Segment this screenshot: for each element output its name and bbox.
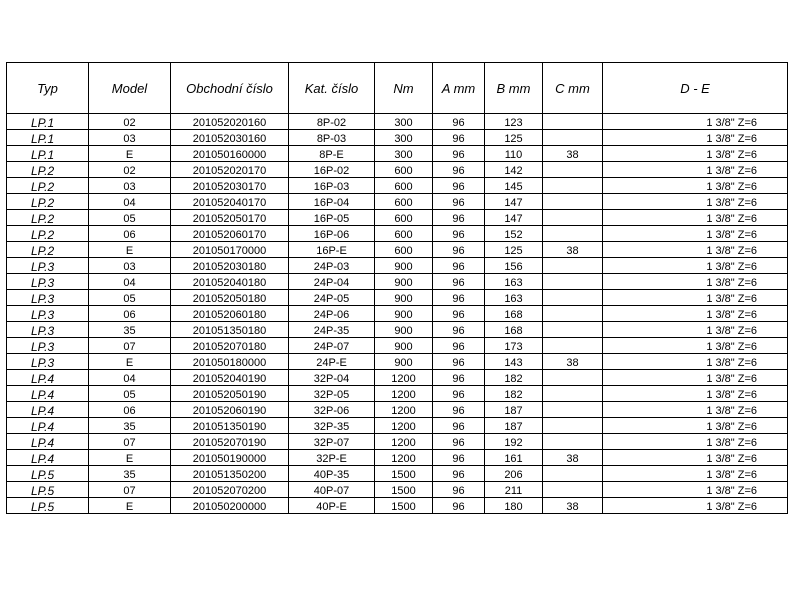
spec-table [6, 62, 788, 514]
cell-a-mm: 96 [433, 290, 485, 306]
table-row [7, 306, 788, 322]
cell-obchodni-cislo: 201050200000 [171, 498, 289, 514]
cell-model: E [89, 146, 171, 162]
cell-typ: LP.1 [7, 130, 89, 146]
cell-a-mm: 96 [433, 146, 485, 162]
cell-typ: LP.2 [7, 210, 89, 226]
cell-kat-cislo: 8P-03 [289, 130, 375, 146]
cell-kat-cislo: 24P-05 [289, 290, 375, 306]
table-row [7, 274, 788, 290]
cell-d-e: 1 3/8" Z=6 [603, 338, 788, 354]
cell-obchodni-cislo: 201052030180 [171, 258, 289, 274]
table-row [7, 370, 788, 386]
cell-kat-cislo: 32P-E [289, 450, 375, 466]
table-row [7, 162, 788, 178]
cell-model: 02 [89, 114, 171, 130]
cell-kat-cislo: 32P-05 [289, 386, 375, 402]
cell-kat-cislo: 24P-06 [289, 306, 375, 322]
cell-c-mm: 38 [543, 498, 603, 514]
cell-c-mm [543, 290, 603, 306]
cell-b-mm: 123 [485, 114, 543, 130]
cell-d-e: 1 3/8" Z=6 [603, 114, 788, 130]
cell-typ: LP.4 [7, 450, 89, 466]
table-row [7, 178, 788, 194]
cell-kat-cislo: 24P-E [289, 354, 375, 370]
cell-typ: LP.2 [7, 162, 89, 178]
cell-d-e: 1 3/8" Z=6 [603, 418, 788, 434]
cell-kat-cislo: 32P-07 [289, 434, 375, 450]
cell-nm: 1500 [375, 498, 433, 514]
cell-kat-cislo: 16P-05 [289, 210, 375, 226]
cell-obchodni-cislo: 201050190000 [171, 450, 289, 466]
table-body [7, 114, 788, 514]
cell-typ: LP.4 [7, 418, 89, 434]
col-header-typ: Typ [7, 63, 89, 114]
cell-model: E [89, 498, 171, 514]
cell-obchodni-cislo: 201052070180 [171, 338, 289, 354]
cell-model: 07 [89, 338, 171, 354]
cell-a-mm: 96 [433, 370, 485, 386]
cell-b-mm: 152 [485, 226, 543, 242]
header-row [7, 63, 788, 114]
cell-obchodni-cislo: 201052050190 [171, 386, 289, 402]
cell-kat-cislo: 40P-E [289, 498, 375, 514]
cell-a-mm: 96 [433, 354, 485, 370]
cell-obchodni-cislo: 201050170000 [171, 242, 289, 258]
cell-d-e: 1 3/8" Z=6 [603, 130, 788, 146]
table-row [7, 338, 788, 354]
table-row [7, 130, 788, 146]
cell-nm: 900 [375, 258, 433, 274]
cell-nm: 900 [375, 354, 433, 370]
cell-model: 05 [89, 290, 171, 306]
cell-typ: LP.3 [7, 322, 89, 338]
cell-kat-cislo: 32P-06 [289, 402, 375, 418]
cell-d-e: 1 3/8" Z=6 [603, 386, 788, 402]
cell-c-mm [543, 194, 603, 210]
cell-d-e: 1 3/8" Z=6 [603, 178, 788, 194]
cell-nm: 1200 [375, 450, 433, 466]
cell-d-e: 1 3/8" Z=6 [603, 450, 788, 466]
cell-d-e: 1 3/8" Z=6 [603, 226, 788, 242]
table-row [7, 466, 788, 482]
cell-b-mm: 145 [485, 178, 543, 194]
cell-kat-cislo: 16P-E [289, 242, 375, 258]
cell-obchodni-cislo: 201052050170 [171, 210, 289, 226]
cell-typ: LP.3 [7, 354, 89, 370]
cell-b-mm: 163 [485, 290, 543, 306]
cell-b-mm: 168 [485, 322, 543, 338]
col-header-kat-cislo: Kat. číslo [289, 63, 375, 114]
cell-b-mm: 142 [485, 162, 543, 178]
cell-typ: LP.3 [7, 258, 89, 274]
cell-d-e: 1 3/8" Z=6 [603, 274, 788, 290]
cell-d-e: 1 3/8" Z=6 [603, 242, 788, 258]
cell-nm: 900 [375, 322, 433, 338]
cell-obchodni-cislo: 201052060180 [171, 306, 289, 322]
cell-a-mm: 96 [433, 450, 485, 466]
cell-kat-cislo: 24P-35 [289, 322, 375, 338]
cell-typ: LP.2 [7, 178, 89, 194]
col-header-nm: Nm [375, 63, 433, 114]
col-header-a-mm: A mm [433, 63, 485, 114]
cell-model: 05 [89, 210, 171, 226]
cell-d-e: 1 3/8" Z=6 [603, 402, 788, 418]
cell-d-e: 1 3/8" Z=6 [603, 194, 788, 210]
cell-typ: LP.5 [7, 466, 89, 482]
cell-a-mm: 96 [433, 130, 485, 146]
cell-d-e: 1 3/8" Z=6 [603, 146, 788, 162]
cell-obchodni-cislo: 201052060190 [171, 402, 289, 418]
cell-typ: LP.5 [7, 482, 89, 498]
cell-obchodni-cislo: 201051350190 [171, 418, 289, 434]
cell-typ: LP.2 [7, 242, 89, 258]
cell-obchodni-cislo: 201051350200 [171, 466, 289, 482]
cell-kat-cislo: 8P-E [289, 146, 375, 162]
cell-a-mm: 96 [433, 162, 485, 178]
cell-d-e: 1 3/8" Z=6 [603, 290, 788, 306]
cell-typ: LP.4 [7, 402, 89, 418]
cell-model: 04 [89, 370, 171, 386]
cell-typ: LP.3 [7, 338, 89, 354]
cell-d-e: 1 3/8" Z=6 [603, 306, 788, 322]
cell-obchodni-cislo: 201052040180 [171, 274, 289, 290]
cell-b-mm: 110 [485, 146, 543, 162]
cell-b-mm: 161 [485, 450, 543, 466]
cell-b-mm: 182 [485, 370, 543, 386]
cell-typ: LP.3 [7, 306, 89, 322]
cell-model: 03 [89, 130, 171, 146]
cell-typ: LP.3 [7, 274, 89, 290]
cell-a-mm: 96 [433, 402, 485, 418]
cell-a-mm: 96 [433, 306, 485, 322]
cell-a-mm: 96 [433, 210, 485, 226]
cell-nm: 300 [375, 114, 433, 130]
cell-b-mm: 156 [485, 258, 543, 274]
cell-a-mm: 96 [433, 482, 485, 498]
cell-a-mm: 96 [433, 226, 485, 242]
cell-kat-cislo: 24P-04 [289, 274, 375, 290]
cell-obchodni-cislo: 201052050180 [171, 290, 289, 306]
table-row [7, 322, 788, 338]
col-header-d-e: D - E [603, 63, 788, 114]
cell-typ: LP.3 [7, 290, 89, 306]
cell-obchodni-cislo: 201052030160 [171, 130, 289, 146]
table-row [7, 434, 788, 450]
cell-d-e: 1 3/8" Z=6 [603, 370, 788, 386]
cell-c-mm [543, 466, 603, 482]
cell-kat-cislo: 16P-02 [289, 162, 375, 178]
cell-typ: LP.5 [7, 498, 89, 514]
table-row [7, 402, 788, 418]
cell-nm: 600 [375, 178, 433, 194]
cell-nm: 600 [375, 162, 433, 178]
cell-d-e: 1 3/8" Z=6 [603, 466, 788, 482]
cell-d-e: 1 3/8" Z=6 [603, 354, 788, 370]
cell-a-mm: 96 [433, 114, 485, 130]
cell-obchodni-cislo: 201052070200 [171, 482, 289, 498]
table-row [7, 354, 788, 370]
cell-nm: 1200 [375, 434, 433, 450]
cell-model: 06 [89, 306, 171, 322]
cell-b-mm: 187 [485, 402, 543, 418]
cell-c-mm [543, 258, 603, 274]
cell-nm: 600 [375, 210, 433, 226]
cell-nm: 1200 [375, 386, 433, 402]
cell-a-mm: 96 [433, 386, 485, 402]
cell-c-mm [543, 322, 603, 338]
cell-a-mm: 96 [433, 434, 485, 450]
cell-nm: 1200 [375, 370, 433, 386]
cell-model: E [89, 450, 171, 466]
cell-model: 07 [89, 434, 171, 450]
cell-model: 03 [89, 178, 171, 194]
cell-typ: LP.4 [7, 370, 89, 386]
cell-a-mm: 96 [433, 418, 485, 434]
cell-nm: 900 [375, 274, 433, 290]
table-row [7, 498, 788, 514]
cell-c-mm [543, 162, 603, 178]
cell-obchodni-cislo: 201052070190 [171, 434, 289, 450]
cell-b-mm: 211 [485, 482, 543, 498]
cell-b-mm: 125 [485, 242, 543, 258]
table-row [7, 146, 788, 162]
cell-typ: LP.1 [7, 146, 89, 162]
cell-typ: LP.4 [7, 434, 89, 450]
cell-model: 04 [89, 274, 171, 290]
cell-c-mm [543, 306, 603, 322]
cell-model: 04 [89, 194, 171, 210]
table-row [7, 482, 788, 498]
cell-obchodni-cislo: 201052020160 [171, 114, 289, 130]
table-row [7, 290, 788, 306]
cell-typ: LP.1 [7, 114, 89, 130]
cell-obchodni-cislo: 201051350180 [171, 322, 289, 338]
cell-c-mm [543, 482, 603, 498]
cell-b-mm: 187 [485, 418, 543, 434]
cell-kat-cislo: 24P-03 [289, 258, 375, 274]
cell-d-e: 1 3/8" Z=6 [603, 162, 788, 178]
table-row [7, 258, 788, 274]
col-header-b-mm: B mm [485, 63, 543, 114]
cell-a-mm: 96 [433, 338, 485, 354]
cell-d-e: 1 3/8" Z=6 [603, 434, 788, 450]
cell-nm: 900 [375, 338, 433, 354]
cell-typ: LP.4 [7, 386, 89, 402]
table-row [7, 194, 788, 210]
cell-c-mm: 38 [543, 450, 603, 466]
cell-c-mm [543, 434, 603, 450]
cell-nm: 1500 [375, 482, 433, 498]
cell-b-mm: 206 [485, 466, 543, 482]
cell-c-mm [543, 338, 603, 354]
cell-nm: 300 [375, 130, 433, 146]
cell-kat-cislo: 32P-35 [289, 418, 375, 434]
cell-obchodni-cislo: 201052020170 [171, 162, 289, 178]
col-header-obchodni-cislo: Obchodní číslo [171, 63, 289, 114]
cell-d-e: 1 3/8" Z=6 [603, 322, 788, 338]
cell-a-mm: 96 [433, 466, 485, 482]
cell-d-e: 1 3/8" Z=6 [603, 482, 788, 498]
cell-c-mm: 38 [543, 242, 603, 258]
cell-model: 06 [89, 226, 171, 242]
cell-b-mm: 147 [485, 210, 543, 226]
cell-kat-cislo: 40P-07 [289, 482, 375, 498]
cell-c-mm: 38 [543, 354, 603, 370]
cell-model: E [89, 354, 171, 370]
cell-c-mm: 38 [543, 146, 603, 162]
cell-c-mm [543, 178, 603, 194]
cell-b-mm: 125 [485, 130, 543, 146]
cell-obchodni-cislo: 201052040190 [171, 370, 289, 386]
cell-obchodni-cislo: 201050180000 [171, 354, 289, 370]
cell-nm: 1200 [375, 402, 433, 418]
cell-nm: 600 [375, 226, 433, 242]
cell-nm: 600 [375, 194, 433, 210]
cell-c-mm [543, 114, 603, 130]
cell-c-mm [543, 386, 603, 402]
table-row [7, 226, 788, 242]
cell-d-e: 1 3/8" Z=6 [603, 258, 788, 274]
cell-kat-cislo: 8P-02 [289, 114, 375, 130]
table-row [7, 418, 788, 434]
cell-obchodni-cislo: 201050160000 [171, 146, 289, 162]
cell-model: 35 [89, 418, 171, 434]
cell-b-mm: 192 [485, 434, 543, 450]
cell-model: 35 [89, 322, 171, 338]
cell-c-mm [543, 402, 603, 418]
cell-b-mm: 143 [485, 354, 543, 370]
cell-a-mm: 96 [433, 178, 485, 194]
cell-model: 07 [89, 482, 171, 498]
cell-typ: LP.2 [7, 194, 89, 210]
cell-a-mm: 96 [433, 258, 485, 274]
cell-a-mm: 96 [433, 274, 485, 290]
cell-d-e: 1 3/8" Z=6 [603, 210, 788, 226]
cell-obchodni-cislo: 201052040170 [171, 194, 289, 210]
cell-b-mm: 168 [485, 306, 543, 322]
cell-model: 02 [89, 162, 171, 178]
cell-d-e: 1 3/8" Z=6 [603, 498, 788, 514]
cell-nm: 300 [375, 146, 433, 162]
cell-kat-cislo: 16P-06 [289, 226, 375, 242]
cell-model: 05 [89, 386, 171, 402]
cell-obchodni-cislo: 201052060170 [171, 226, 289, 242]
cell-a-mm: 96 [433, 194, 485, 210]
cell-nm: 900 [375, 290, 433, 306]
cell-nm: 1500 [375, 466, 433, 482]
col-header-c-mm: C mm [543, 63, 603, 114]
cell-kat-cislo: 32P-04 [289, 370, 375, 386]
cell-model: 06 [89, 402, 171, 418]
cell-c-mm [543, 130, 603, 146]
cell-c-mm [543, 210, 603, 226]
cell-nm: 1200 [375, 418, 433, 434]
cell-typ: LP.2 [7, 226, 89, 242]
cell-b-mm: 163 [485, 274, 543, 290]
table-row [7, 450, 788, 466]
cell-a-mm: 96 [433, 498, 485, 514]
cell-c-mm [543, 418, 603, 434]
cell-model: 35 [89, 466, 171, 482]
cell-b-mm: 180 [485, 498, 543, 514]
col-header-model: Model [89, 63, 171, 114]
cell-nm: 900 [375, 306, 433, 322]
cell-a-mm: 96 [433, 242, 485, 258]
cell-nm: 600 [375, 242, 433, 258]
table-row [7, 210, 788, 226]
cell-model: E [89, 242, 171, 258]
cell-a-mm: 96 [433, 322, 485, 338]
cell-obchodni-cislo: 201052030170 [171, 178, 289, 194]
cell-kat-cislo: 24P-07 [289, 338, 375, 354]
table-row [7, 386, 788, 402]
table-row [7, 114, 788, 130]
cell-c-mm [543, 370, 603, 386]
cell-kat-cislo: 16P-03 [289, 178, 375, 194]
cell-c-mm [543, 226, 603, 242]
cell-b-mm: 173 [485, 338, 543, 354]
table-row [7, 242, 788, 258]
cell-b-mm: 182 [485, 386, 543, 402]
cell-kat-cislo: 40P-35 [289, 466, 375, 482]
cell-b-mm: 147 [485, 194, 543, 210]
cell-c-mm [543, 274, 603, 290]
cell-kat-cislo: 16P-04 [289, 194, 375, 210]
cell-model: 03 [89, 258, 171, 274]
